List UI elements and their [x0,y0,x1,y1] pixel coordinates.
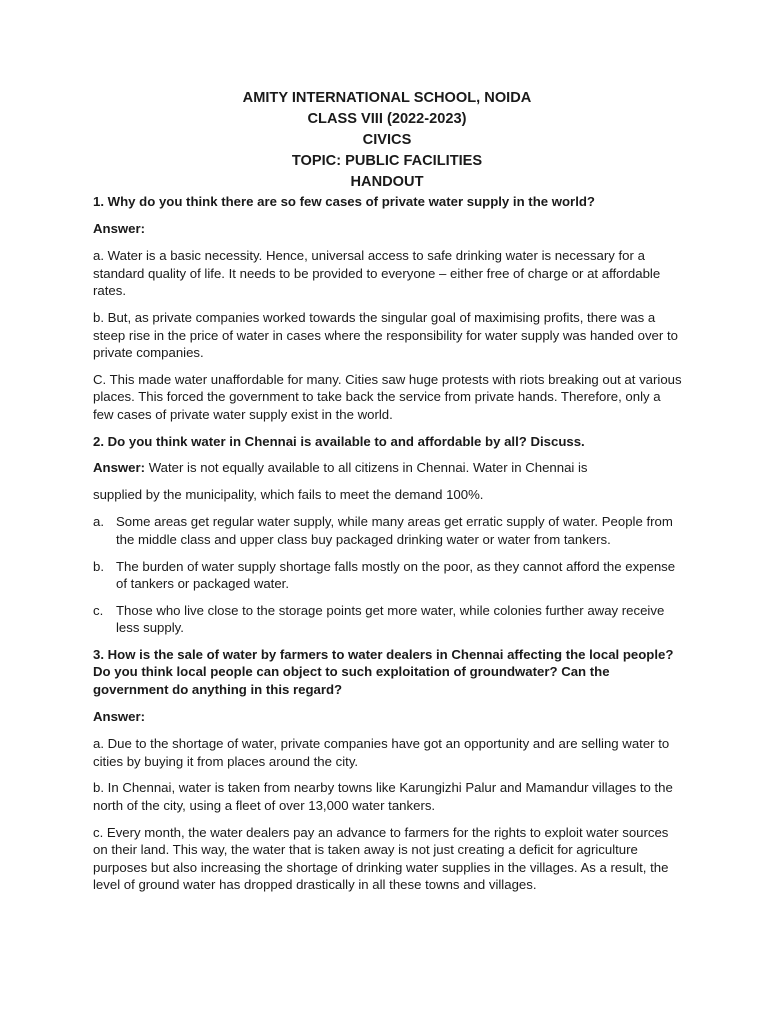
class-year: CLASS VIII (2022-2023) [307,111,467,127]
question-1-answer-b: b. But, as private companies worked towards the singular goal of maximising profits, there was a steep rise in the price of water in cases where the responsibility for water supply was handed over to private companies. [93,309,678,361]
document-type: HANDOUT [350,174,424,190]
list-item [93,558,683,593]
subject-title: CIVICS [362,132,412,148]
question-1-answer-c: C. This made water unaffordable for many. Cities saw huge protests with riots breaking out at various places. This forced the government to take back the service from private hands. Therefore, only a few cases of private water supply exist in the world. [93,371,682,422]
list-item [93,513,683,548]
question-3-answer-a: a. Due to the shortage of water, private companies have got an opportunity and are selling water to cities by buying it from places around the city. [93,736,670,769]
school-name: AMITY INTERNATIONAL SCHOOL, NOIDA [242,90,532,106]
question-3-answer-b: b. In Chennai, water is taken from nearby towns like Karungizhi Palur and Mamandur villages to the north of the city, using a fleet of over 13,000 water tankers. [93,780,673,814]
question-3-answer-label: Answer: [93,708,146,724]
handout-page [93,88,683,894]
question-2-list [93,513,683,637]
list-item-text: The burden of water supply shortage falls mostly on the poor, as they cannot afford the expense of tankers or packaged water. [116,558,676,592]
question-1: 1. Why do you think there are so few cases of private water supply in the world? [93,194,595,209]
document-header [91,88,683,193]
list-item-text: Some areas get regular water supply, while many areas get erratic supply of water. People from the middle class and upper class buy packaged drinking water or water from tankers. [116,514,673,547]
list-marker: c. [93,602,104,618]
list-marker: b. [93,558,104,574]
question-3-answer-c: c. Every month, the water dealers pay an advance to farmers for the rights to exploit water sources on their land. This way, the water that is taken away is not just creating a deficit for agriculture purposes but also increasing the shortage of drinking water supplies in the villages. As a result, the level of ground water has dropped drastically in all these towns and villages. [93,824,669,893]
question-2-answer-label: Answer: [93,460,146,476]
question-1-answer-a: a. Water is a basic necessity. Hence, universal access to safe drinking water is necessary for a standard quality of life. It needs to be provided to everyone – either free of charge or at affordable rates. [93,248,661,299]
list-marker: a. [93,514,104,530]
question-2-answer [93,459,683,477]
list-item-text: Those who live close to the storage points get more water, while colonies further away receive less supply. [116,602,665,636]
topic-title: TOPIC: PUBLIC FACILITIES [291,153,483,169]
question-2: 2. Do you think water in Chennai is available to and affordable by all? Discuss. [93,433,585,449]
question-2-answer-line-1: Water is not equally available to all citizens in Chennai. Water in Chennai is [148,460,588,476]
question-3: 3. How is the sale of water by farmers to water dealers in Chennai affecting the local people? Do you think local people can object to such exploitation of groundwater? Can the government do anything in this regard? [93,646,674,698]
question-1-answer-label: Answer: [93,220,146,236]
list-item [93,602,683,637]
question-2-answer-line-2: supplied by the municipality, which fails to meet the demand 100%. [93,486,484,502]
